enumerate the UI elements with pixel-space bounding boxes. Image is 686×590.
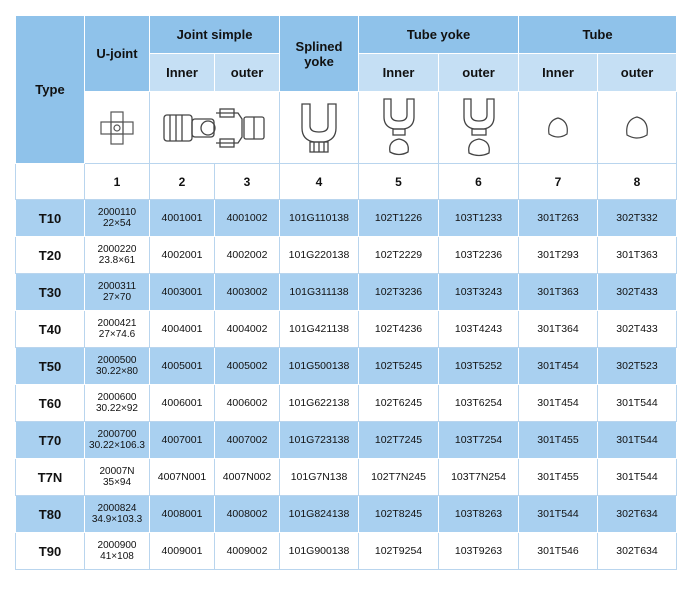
column-number: 7 <box>519 164 598 200</box>
cell-tube-outer: 302T634 <box>598 496 677 533</box>
cell-splined: 101G500138 <box>280 348 359 385</box>
header-tube: Tube <box>519 16 677 54</box>
tube-inner-profile-icon <box>543 113 573 143</box>
row-type: T70 <box>16 422 85 459</box>
cell-js-outer: 4004002 <box>215 311 280 348</box>
cell-tube-inner: 301T454 <box>519 348 598 385</box>
ujoint-size: 41×108 <box>100 551 134 562</box>
row-ujoint <box>85 237 150 274</box>
joint-simple-image <box>150 92 280 164</box>
cell-tube-outer: 301T363 <box>598 237 677 274</box>
cell-tube-inner: 301T363 <box>519 274 598 311</box>
cell-js-outer: 4008002 <box>215 496 280 533</box>
cell-ty-outer: 103T4243 <box>439 311 519 348</box>
header-tube-yoke: Tube yoke <box>359 16 519 54</box>
column-number: 2 <box>150 164 215 200</box>
cell-ty-outer: 103T6254 <box>439 385 519 422</box>
cell-js-inner: 4008001 <box>150 496 215 533</box>
cell-js-inner: 4007N001 <box>150 459 215 496</box>
cell-splined: 101G7N138 <box>280 459 359 496</box>
tube-yoke-outer-image <box>439 92 519 164</box>
column-number-row <box>16 164 677 200</box>
parts-table <box>15 15 677 570</box>
header-js-outer: outer <box>215 54 280 92</box>
header-ujoint: U-joint <box>85 16 150 92</box>
cell-ty-inner: 102T3236 <box>359 274 439 311</box>
cell-ty-inner: 102T7245 <box>359 422 439 459</box>
row-ujoint <box>85 385 150 422</box>
tube-yoke-inner-image <box>359 92 439 164</box>
row-ujoint <box>85 311 150 348</box>
row-ujoint <box>85 496 150 533</box>
ujoint-size: 30.22×80 <box>96 366 138 377</box>
ujoint-code: 2000500 <box>97 355 137 366</box>
cell-ty-inner: 102T8245 <box>359 496 439 533</box>
cell-tube-outer: 301T544 <box>598 385 677 422</box>
row-type: T40 <box>16 311 85 348</box>
ujoint-code: 2000110 <box>97 207 137 218</box>
cell-ty-inner: 102T5245 <box>359 348 439 385</box>
tube-outer-image <box>598 92 677 164</box>
cell-splined: 101G900138 <box>280 533 359 570</box>
column-number: 4 <box>280 164 359 200</box>
cell-js-outer: 4006002 <box>215 385 280 422</box>
cell-js-outer: 4002002 <box>215 237 280 274</box>
cell-ty-outer: 103T1233 <box>439 200 519 237</box>
cell-tube-inner: 301T454 <box>519 385 598 422</box>
splined-yoke-icon <box>294 100 344 156</box>
ujoint-code: 2000220 <box>97 244 137 255</box>
table-row <box>16 237 677 274</box>
tube-inner-image <box>519 92 598 164</box>
table-row <box>16 200 677 237</box>
cell-splined: 101G723138 <box>280 422 359 459</box>
cell-js-inner: 4001001 <box>150 200 215 237</box>
row-type: T10 <box>16 200 85 237</box>
ujoint-code: 2000421 <box>97 318 137 329</box>
column-number: 6 <box>439 164 519 200</box>
ujoint-size: 22×54 <box>102 218 132 229</box>
row-type: T30 <box>16 274 85 311</box>
header-js-inner: Inner <box>150 54 215 92</box>
row-type: T20 <box>16 237 85 274</box>
ujoint-cross-icon <box>97 108 137 148</box>
column-number: 5 <box>359 164 439 200</box>
cell-js-inner: 4002001 <box>150 237 215 274</box>
cell-js-outer: 4007N002 <box>215 459 280 496</box>
row-ujoint <box>85 200 150 237</box>
row-ujoint <box>85 533 150 570</box>
ujoint-size: 27×70 <box>102 292 132 303</box>
ujoint-size: 27×74.6 <box>98 329 136 340</box>
cell-ty-outer: 103T9263 <box>439 533 519 570</box>
joint-simple-icon <box>160 103 270 153</box>
column-number-blank <box>16 164 85 200</box>
cell-splined: 101G311138 <box>280 274 359 311</box>
ujoint-code: 2000311 <box>97 281 137 292</box>
header-ty-outer: outer <box>439 54 519 92</box>
header-tube-outer: outer <box>598 54 677 92</box>
cell-ty-inner: 102T6245 <box>359 385 439 422</box>
ujoint-code: 2000600 <box>97 392 137 403</box>
splined-yoke-image <box>280 92 359 164</box>
cell-splined: 101G622138 <box>280 385 359 422</box>
cell-js-outer: 4005002 <box>215 348 280 385</box>
cell-tube-inner: 301T263 <box>519 200 598 237</box>
cell-ty-inner: 102T7N245 <box>359 459 439 496</box>
row-ujoint <box>85 422 150 459</box>
cell-ty-inner: 102T9254 <box>359 533 439 570</box>
row-ujoint <box>85 348 150 385</box>
cell-js-inner: 4005001 <box>150 348 215 385</box>
cell-ty-outer: 103T7254 <box>439 422 519 459</box>
tube-outer-profile-icon <box>622 113 652 143</box>
data-rows <box>16 200 677 570</box>
cell-tube-inner: 301T455 <box>519 459 598 496</box>
header-type: Type <box>16 16 85 164</box>
column-number: 1 <box>85 164 150 200</box>
table-row <box>16 274 677 311</box>
ujoint-size: 30.22×106.3 <box>89 440 145 451</box>
cell-tube-outer: 302T332 <box>598 200 677 237</box>
cell-js-outer: 4007002 <box>215 422 280 459</box>
table-row <box>16 311 677 348</box>
cell-js-inner: 4009001 <box>150 533 215 570</box>
cell-splined: 101G421138 <box>280 311 359 348</box>
image-row <box>16 92 677 164</box>
cell-tube-inner: 301T455 <box>519 422 598 459</box>
cell-tube-inner: 301T364 <box>519 311 598 348</box>
row-type: T7N <box>16 459 85 496</box>
cell-tube-outer: 302T433 <box>598 274 677 311</box>
ujoint-size: 30.22×92 <box>96 403 138 414</box>
ujoint-code: 2000700 <box>97 429 137 440</box>
cell-tube-outer: 302T433 <box>598 311 677 348</box>
tube-yoke-inner-icon <box>374 97 424 159</box>
ujoint-code: 2000824 <box>97 503 137 514</box>
ujoint-image <box>85 92 150 164</box>
cell-js-inner: 4006001 <box>150 385 215 422</box>
cell-ty-outer: 103T5252 <box>439 348 519 385</box>
cell-tube-outer: 301T544 <box>598 459 677 496</box>
cell-js-inner: 4003001 <box>150 274 215 311</box>
cell-tube-inner: 301T546 <box>519 533 598 570</box>
header-tube-inner: Inner <box>519 54 598 92</box>
cell-js-outer: 4009002 <box>215 533 280 570</box>
table-row <box>16 459 677 496</box>
table-row <box>16 496 677 533</box>
ujoint-size: 23.8×61 <box>98 255 136 266</box>
cell-ty-inner: 102T4236 <box>359 311 439 348</box>
cell-tube-inner: 301T544 <box>519 496 598 533</box>
cell-ty-inner: 102T1226 <box>359 200 439 237</box>
cell-splined: 101G220138 <box>280 237 359 274</box>
ujoint-code: 2000900 <box>97 540 137 551</box>
table-row <box>16 348 677 385</box>
cell-js-inner: 4007001 <box>150 422 215 459</box>
table-row <box>16 533 677 570</box>
cell-ty-outer: 103T3243 <box>439 274 519 311</box>
cell-tube-inner: 301T293 <box>519 237 598 274</box>
tube-yoke-outer-icon <box>454 97 504 159</box>
table-row <box>16 385 677 422</box>
cell-js-outer: 4003002 <box>215 274 280 311</box>
header-ty-inner: Inner <box>359 54 439 92</box>
row-type: T90 <box>16 533 85 570</box>
cell-js-outer: 4001002 <box>215 200 280 237</box>
cell-tube-outer: 301T544 <box>598 422 677 459</box>
header-splined-yoke: Splined yoke <box>280 16 359 92</box>
cell-tube-outer: 302T634 <box>598 533 677 570</box>
row-type: T50 <box>16 348 85 385</box>
header-row-1 <box>16 16 677 54</box>
ujoint-size: 35×94 <box>102 477 132 488</box>
cell-ty-outer: 103T7N254 <box>439 459 519 496</box>
parts-table-wrapper <box>15 15 676 570</box>
row-ujoint <box>85 274 150 311</box>
ujoint-size: 34.9×103.3 <box>91 514 143 525</box>
row-ujoint <box>85 459 150 496</box>
table-row <box>16 422 677 459</box>
cell-splined: 101G110138 <box>280 200 359 237</box>
row-type: T80 <box>16 496 85 533</box>
header-joint-simple: Joint simple <box>150 16 280 54</box>
cell-ty-outer: 103T8263 <box>439 496 519 533</box>
cell-ty-outer: 103T2236 <box>439 237 519 274</box>
ujoint-code: 20007N <box>99 466 135 477</box>
row-type: T60 <box>16 385 85 422</box>
cell-js-inner: 4004001 <box>150 311 215 348</box>
cell-tube-outer: 302T523 <box>598 348 677 385</box>
column-number: 3 <box>215 164 280 200</box>
column-number: 8 <box>598 164 677 200</box>
cell-ty-inner: 102T2229 <box>359 237 439 274</box>
cell-splined: 101G824138 <box>280 496 359 533</box>
